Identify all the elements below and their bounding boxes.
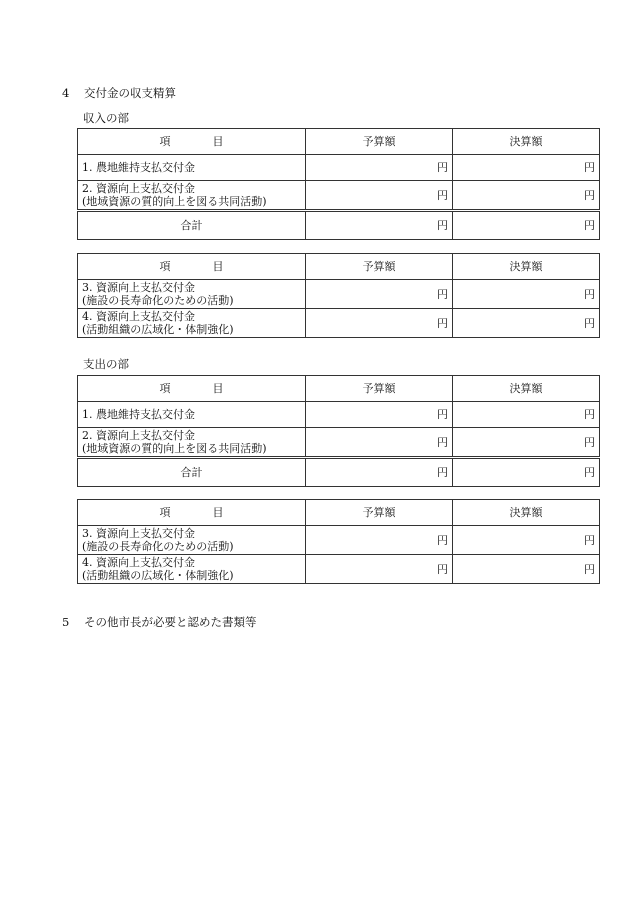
settlement-cell[interactable]: 円: [453, 155, 600, 181]
budget-header: 予算額: [306, 254, 453, 280]
income-table-2: [77, 253, 600, 338]
table-header-row: [78, 376, 600, 402]
item-header: [78, 254, 306, 280]
item-cell: [78, 309, 306, 338]
section-4-number: 4: [62, 86, 70, 100]
table-row: [78, 428, 600, 458]
settlement-cell[interactable]: 円: [453, 428, 600, 458]
table-row: [78, 155, 600, 181]
item-cell: [78, 402, 306, 428]
expense-table-1: [77, 375, 600, 487]
settlement-cell[interactable]: 円: [453, 309, 600, 338]
item-line2: (地域資源の質的向上を図る共同活動): [82, 195, 267, 208]
item-header: [78, 500, 306, 526]
table-row: [78, 555, 600, 584]
table-row: [78, 526, 600, 555]
budget-cell[interactable]: 円: [306, 280, 453, 309]
income-table-1: [77, 128, 600, 240]
item-header: [78, 376, 306, 402]
settlement-header: 決算額: [453, 254, 600, 280]
table-row: [78, 402, 600, 428]
item-header-a: 項: [159, 260, 171, 273]
budget-header: 予算額: [306, 376, 453, 402]
section-5-number: 5: [62, 615, 70, 629]
budget-cell[interactable]: 円: [306, 428, 453, 458]
item-header-a: 項: [159, 135, 171, 148]
budget-total-cell[interactable]: 円: [306, 211, 453, 240]
settlement-cell[interactable]: 円: [453, 181, 600, 211]
budget-cell[interactable]: 円: [306, 402, 453, 428]
item-line1: 3. 資源向上支払交付金: [82, 281, 195, 294]
item-line2: (施設の長寿命化のための活動): [82, 540, 234, 553]
budget-cell[interactable]: 円: [306, 526, 453, 555]
settlement-header: 決算額: [453, 376, 600, 402]
total-row: [78, 458, 600, 487]
budget-cell[interactable]: 円: [306, 555, 453, 584]
item-line1: 2. 資源向上支払交付金: [82, 429, 195, 442]
item-header-a: 項: [159, 506, 171, 519]
settlement-cell[interactable]: 円: [453, 526, 600, 555]
item-cell: [78, 428, 306, 458]
item-line1: 4. 資源向上支払交付金: [82, 310, 195, 323]
item-line1: 2. 資源向上支払交付金: [82, 182, 195, 195]
budget-cell[interactable]: 円: [306, 155, 453, 181]
table-header-row: [78, 129, 600, 155]
item-line1: 1. 農地維持支払交付金: [82, 408, 195, 421]
section-4-heading: [62, 85, 176, 101]
expense-label: 支出の部: [83, 357, 129, 371]
item-cell: [78, 555, 306, 584]
table-header-row: [78, 500, 600, 526]
table-header-row: [78, 254, 600, 280]
settlement-cell[interactable]: 円: [453, 280, 600, 309]
item-line1: 1. 農地維持支払交付金: [82, 161, 195, 174]
settlement-header: 決算額: [453, 129, 600, 155]
item-cell: [78, 155, 306, 181]
budget-total-cell[interactable]: 円: [306, 458, 453, 487]
item-header-a: 項: [159, 382, 171, 395]
settlement-total-cell[interactable]: 円: [453, 211, 600, 240]
table-row: [78, 309, 600, 338]
item-header-b: 目: [212, 135, 224, 148]
expense-table-2: [77, 499, 600, 584]
section-5-heading: [62, 614, 257, 630]
settlement-header: 決算額: [453, 500, 600, 526]
item-line2: (施設の長寿命化のための活動): [82, 294, 234, 307]
table-row: [78, 280, 600, 309]
income-label: 収入の部: [83, 111, 129, 125]
item-header-b: 目: [212, 506, 224, 519]
item-line2: (活動組織の広域化・体制強化): [82, 569, 234, 582]
settlement-cell[interactable]: 円: [453, 555, 600, 584]
item-cell: [78, 526, 306, 555]
item-line2: (活動組織の広域化・体制強化): [82, 323, 234, 336]
settlement-cell[interactable]: 円: [453, 402, 600, 428]
budget-cell[interactable]: 円: [306, 181, 453, 211]
item-line1: 4. 資源向上支払交付金: [82, 556, 195, 569]
item-line2: (地域資源の質的向上を図る共同活動): [82, 442, 267, 455]
item-header: [78, 129, 306, 155]
table-row: [78, 181, 600, 211]
section-4-title: 交付金の収支精算: [84, 86, 176, 100]
settlement-total-cell[interactable]: 円: [453, 458, 600, 487]
total-label: 合計: [78, 211, 306, 240]
budget-header: 予算額: [306, 500, 453, 526]
item-header-b: 目: [212, 382, 224, 395]
budget-cell[interactable]: 円: [306, 309, 453, 338]
item-cell: [78, 181, 306, 211]
item-cell: [78, 280, 306, 309]
item-line1: 3. 資源向上支払交付金: [82, 527, 195, 540]
section-5-title: その他市長が必要と認めた書類等: [84, 615, 257, 629]
budget-header: 予算額: [306, 129, 453, 155]
total-label: 合計: [78, 458, 306, 487]
item-header-b: 目: [212, 260, 224, 273]
total-row: [78, 211, 600, 240]
